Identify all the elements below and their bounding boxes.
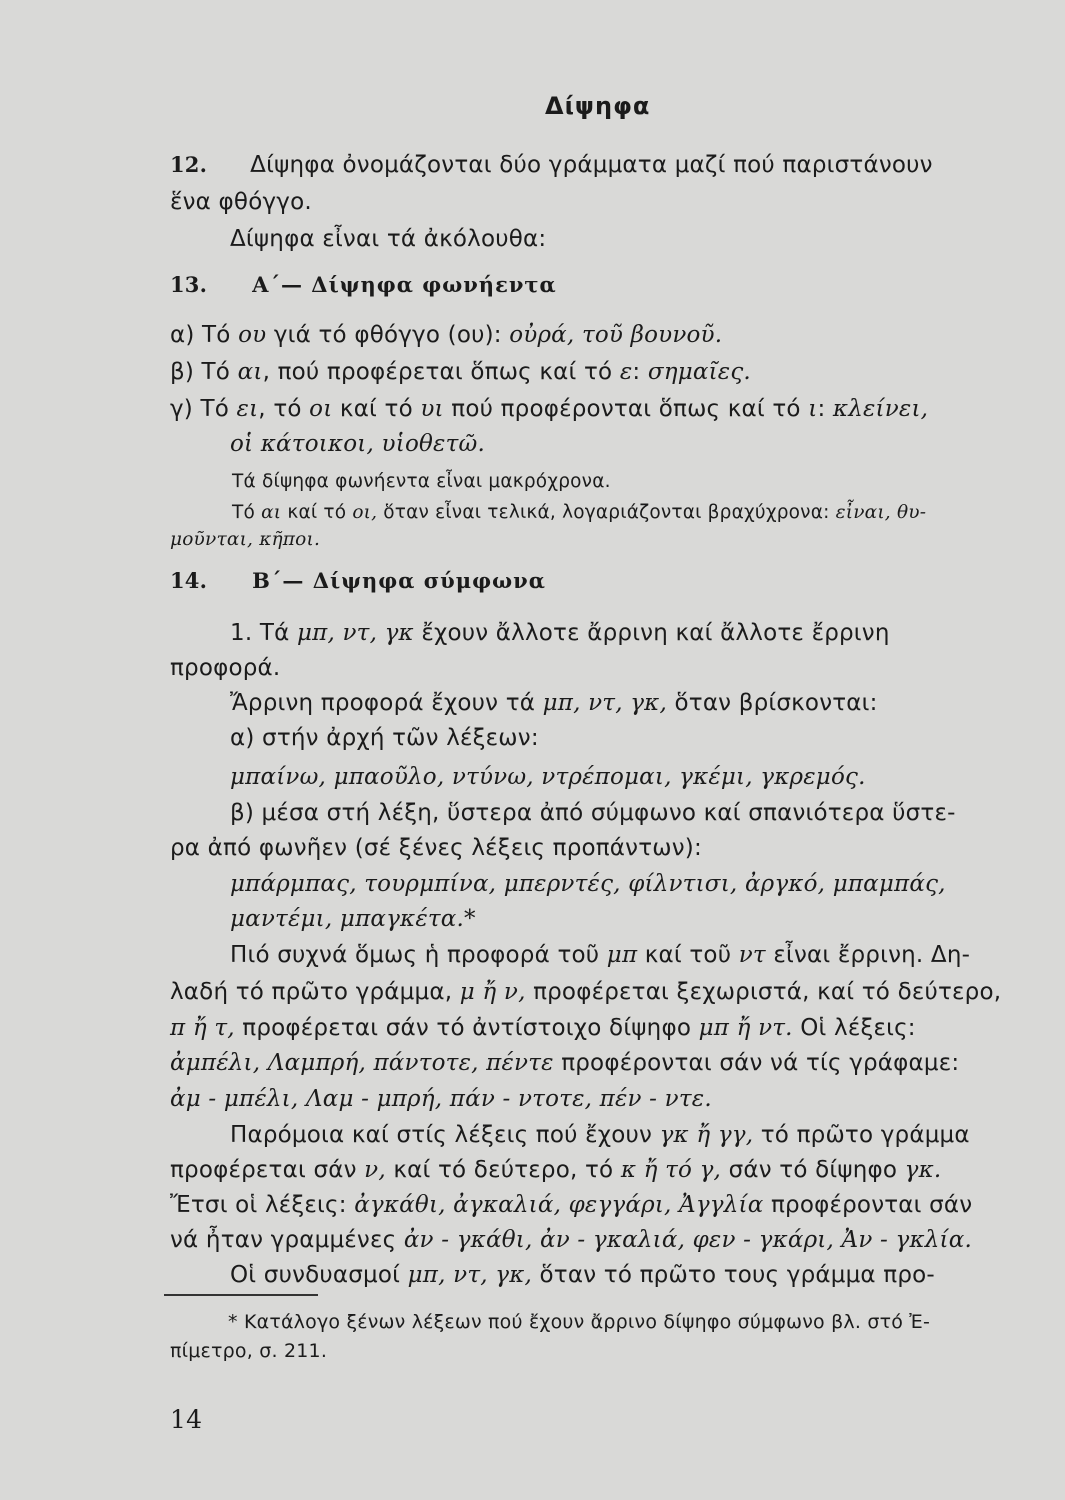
note-short-final bbox=[232, 498, 926, 528]
text: Ἄρρινη προφορά ἔχουν τά bbox=[230, 690, 543, 716]
footnote-line-2: πίμετρο, σ. 211. bbox=[170, 1340, 328, 1362]
text: γιά τό φθόγγο (ου): bbox=[266, 322, 510, 348]
example: ἀν - γκάθι, ἀν - γκαλιά, φεν - γκάρι, Ἀν - γκλία. bbox=[403, 1227, 972, 1253]
para-4-line-4 bbox=[170, 1225, 972, 1255]
text: : bbox=[817, 396, 833, 422]
text: 1. Τά bbox=[230, 620, 297, 646]
text: Οἱ λέξεις: bbox=[792, 1015, 916, 1041]
para-4-line-2 bbox=[170, 1155, 941, 1185]
text: β) Τό bbox=[170, 359, 238, 385]
text: καί τό δεύτερο, τό bbox=[385, 1157, 621, 1183]
letters: μπ, ντ, γκ, bbox=[407, 1262, 533, 1288]
letters: ει bbox=[236, 396, 259, 422]
letters: ν, bbox=[364, 1157, 386, 1183]
section-12-line-2: ἕνα φθόγγο. bbox=[170, 189, 312, 215]
letters: οι, bbox=[352, 502, 378, 523]
section-number: 14. bbox=[170, 568, 208, 593]
letters: ε bbox=[619, 359, 633, 385]
section-12-line-1 bbox=[170, 150, 1022, 180]
text: ὀνομάζονται δύο γράμματα μαζί πού παριστάνουν bbox=[342, 152, 933, 178]
text: ἔχουν ἄλλοτε ἄρρινη καί ἄλλοτε ἔρρινη bbox=[413, 620, 890, 646]
text: Πιό συχνά ὅμως ἡ προφορά τοῦ bbox=[230, 942, 607, 968]
text: α) Τό bbox=[170, 322, 239, 348]
text: προφέρεται ξεχωριστά, καί τό δεύτερο, bbox=[525, 979, 1002, 1005]
para-3-line-4 bbox=[170, 1048, 959, 1078]
letters: μπ, ντ, γκ, bbox=[542, 690, 667, 716]
text: Τό bbox=[232, 502, 262, 523]
text: καί τό bbox=[332, 396, 421, 422]
item-beta-line-2: ρα ἀπό φωνῆεν (σέ ξένες λέξεις προπάντων): bbox=[170, 835, 702, 861]
text: καί τό bbox=[281, 502, 353, 523]
term: Δίψηφα bbox=[250, 152, 335, 178]
text: προφέρεται σάν τό ἀντίστοιχο δίψηφο bbox=[234, 1015, 699, 1041]
text: προφέρονται σάν bbox=[763, 1192, 973, 1218]
section-14-heading bbox=[170, 566, 546, 596]
text: προφέρεται σάν bbox=[170, 1157, 365, 1183]
text: σάν τό δίψηφο bbox=[721, 1157, 905, 1183]
text: ὅταν τό πρῶτο τους γράμμα προ- bbox=[532, 1262, 935, 1288]
letters: γκ. bbox=[904, 1157, 942, 1183]
note-long-vowels: Τά δίψηφα φωνήεντα εἶναι μακρόχρονα. bbox=[232, 471, 611, 492]
item-beta bbox=[170, 357, 751, 387]
footnote-rule bbox=[164, 1294, 318, 1296]
para-1-line-2: προφορά. bbox=[170, 655, 281, 681]
text: , τό bbox=[258, 396, 310, 422]
letters: π ἤ τ, bbox=[170, 1015, 235, 1041]
letters: κ ἤ τό γ, bbox=[620, 1157, 722, 1183]
letters: οι bbox=[309, 396, 333, 422]
item-beta-examples-2: μαντέμι, μπαγκέτα.* bbox=[230, 906, 476, 932]
letters: αι bbox=[261, 502, 282, 523]
subsection-heading: Β΄— Δίψηφα σύμφωνα bbox=[252, 568, 546, 593]
subsection-heading: Α΄— Δίψηφα φωνήεντα bbox=[252, 272, 557, 297]
text: καί τοῦ bbox=[637, 942, 739, 968]
letters: μπ, ντ, γκ bbox=[296, 620, 414, 646]
item-gamma-examples: οἱ κάτοικοι, υἱοθετῶ. bbox=[230, 431, 485, 457]
para-3-line-5: ἀμ - μπέλι, Λαμ - μπρή, πάν - ντοτε, πέν - ντε. bbox=[170, 1086, 712, 1112]
para-3-line-2 bbox=[170, 977, 1001, 1007]
letters: ου bbox=[238, 322, 267, 348]
text: εἶναι ἔρρινη. Δη- bbox=[765, 942, 971, 968]
text: πού προφέρονται ὅπως καί τό bbox=[443, 396, 809, 422]
section-12-line-3: Δίψηφα εἶναι τά ἀκόλουθα: bbox=[230, 226, 547, 252]
para-2-line-1 bbox=[230, 688, 878, 718]
letters: μπ ἤ ντ. bbox=[698, 1015, 793, 1041]
letters: αι bbox=[237, 359, 263, 385]
item-gamma bbox=[170, 394, 928, 424]
letters: μ ἤ ν, bbox=[459, 979, 526, 1005]
letters: υι bbox=[420, 396, 444, 422]
text: λαδή τό πρῶτο γράμμα, bbox=[170, 979, 460, 1005]
text: νά ἦταν γραμμένες bbox=[170, 1227, 404, 1253]
example: εἶναι, θυ- bbox=[835, 502, 927, 523]
item-beta-examples-1: μπάρμπας, τουρμπίνα, μπερντές, φίλντισι, ἀργκό, μπαμπάς, bbox=[230, 871, 946, 897]
example: κλείνει, bbox=[832, 396, 929, 422]
letters: μπ bbox=[606, 942, 638, 968]
text: ὅταν εἶναι τελικά, λογαριάζονται βραχύχρονα: bbox=[377, 502, 836, 523]
text: γ) Τό bbox=[170, 396, 237, 422]
text: , πού προφέρεται ὅπως καί τό bbox=[262, 359, 620, 385]
example: ἀμπέλι, Λαμπρή, πάντοτε, πέντε bbox=[170, 1050, 554, 1076]
note-short-final-cont: μοῦνται, κῆποι. bbox=[170, 529, 321, 550]
para-4-line-1 bbox=[230, 1120, 970, 1150]
example: σημαῖες. bbox=[647, 359, 751, 385]
letters: γκ ἤ γγ, bbox=[659, 1122, 754, 1148]
example: ἀγκάθι, ἀγκαλιά, φεγγάρι, Ἀγγλία bbox=[354, 1192, 764, 1218]
section-number: 12. bbox=[170, 152, 208, 177]
para-3-line-1 bbox=[230, 940, 970, 970]
item-beta-line-1: β) μέσα στή λέξη, ὕστερα ἀπό σύμφωνο καί σπανιότερα ὕστε- bbox=[230, 800, 956, 826]
item-alpha-examples: μπαίνω, μπαοῦλο, ντύνω, ντρέπομαι, γκέμι, γκρεμός. bbox=[230, 764, 866, 790]
section-13-heading bbox=[170, 270, 557, 300]
text: Οἱ συνδυασμοί bbox=[230, 1262, 408, 1288]
item-alpha: α) στήν ἀρχή τῶν λέξεων: bbox=[230, 725, 539, 751]
section-number: 13. bbox=[170, 272, 208, 297]
text: προφέρονται σάν νά τίς γράφαμε: bbox=[553, 1050, 960, 1076]
text: ὅταν βρίσκονται: bbox=[666, 690, 878, 716]
item-alpha bbox=[170, 320, 722, 350]
para-1-line-1 bbox=[230, 618, 890, 648]
text: Ἔτσι οἱ λέξεις: bbox=[170, 1192, 355, 1218]
text: τό πρῶτο γράμμα bbox=[753, 1122, 970, 1148]
page-title: Δίψηφα bbox=[545, 92, 651, 120]
letters: ι bbox=[808, 396, 818, 422]
page-number: 14 bbox=[170, 1405, 203, 1434]
para-5-line-1 bbox=[230, 1260, 935, 1290]
para-3-line-3 bbox=[170, 1013, 916, 1043]
example: οὐρά, τοῦ βουνοῦ. bbox=[509, 322, 723, 348]
letters: ντ bbox=[738, 942, 766, 968]
para-4-line-3 bbox=[170, 1190, 972, 1220]
footnote-line-1: * Κατάλογο ξένων λέξεων πού ἔχουν ἄρρινο δίψηφο σύμφωνο βλ. στό Ἐ- bbox=[228, 1311, 931, 1333]
text: Παρόμοια καί στίς λέξεις πού ἔχουν bbox=[230, 1122, 660, 1148]
text: : bbox=[632, 359, 648, 385]
